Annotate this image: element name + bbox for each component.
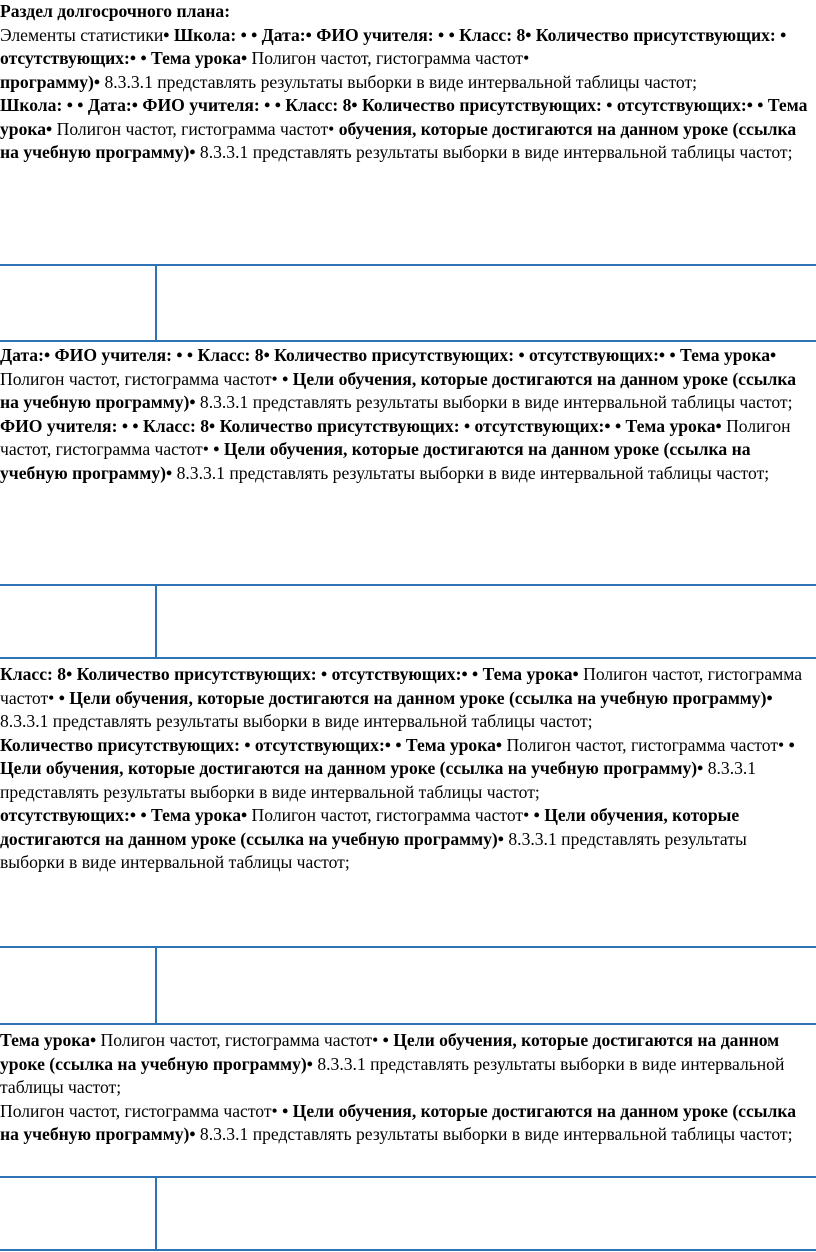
text-run: Полигон частот, гистограмма частот• (52, 118, 335, 139)
bold-text-run: Школа: • • Дата:• ФИО учителя: • • Класс: 8• Количество присутствующих: • отсутствующих:• • Тема урока• (0, 95, 808, 139)
bold-text-run: Дата:• ФИО учителя: • • Класс: 8• Количество присутствующих: • отсутствующих:• • Тема урока• (0, 345, 777, 365)
text-run: 8.3.3.1 представлять результаты выборки в виде интервальной таблицы частот; (100, 71, 698, 92)
text-run: 8.3.3.1 представлять результаты выборки в виде интервальной таблицы частот; (0, 1053, 785, 1097)
table-border (0, 1176, 816, 1178)
paragraph (0, 24, 812, 71)
table-cell-divider (155, 948, 157, 1023)
bold-text-run: Тема урока• (0, 1030, 97, 1050)
bold-text-run: • Цели обучения, которые достигаются на данном уроке (ссылка на учебную программу)• (0, 1030, 780, 1074)
text-section (0, 344, 812, 485)
table-border (0, 1249, 816, 1251)
text-run: 8.3.3.1 представлять результаты выборки в виде интервальной таблицы частот; (0, 828, 747, 872)
text-run: Полигон частот, гистограмма частот• (247, 48, 530, 68)
paragraph (0, 663, 812, 734)
table-border (0, 340, 816, 342)
text-run: Полигон частот, гистограмма частот• (0, 1100, 278, 1121)
paragraph (0, 415, 812, 486)
table-border (0, 1023, 816, 1025)
paragraph (0, 804, 812, 875)
text-run: Полигон частот, гистограмма частот• (0, 415, 791, 459)
paragraph (0, 0, 812, 24)
table-cell-divider (155, 266, 157, 340)
bold-text-run: • Школа: • • Дата:• ФИО учителя: • • Класс: 8• Количество присутствующих: • отсутствующих:• • Тема урока• (0, 24, 787, 68)
bold-text-run: отсутствующих:• • Тема урока• (0, 805, 248, 825)
bold-text-run: • Цели обучения, которые достигаются на данном уроке (ссылка на учебную программу)• (0, 368, 797, 412)
text-run: Полигон частот, гистограмма частот• (0, 664, 803, 708)
text-run: 8.3.3.1 представлять результаты выборки в виде интервальной таблицы частот; (0, 758, 757, 802)
bold-text-run: ФИО учителя: • • Класс: 8• Количество присутствующих: • отсутствующих:• • Тема урока• (0, 415, 722, 436)
paragraph (0, 94, 812, 165)
bold-text-run: программу)• (0, 71, 101, 92)
paragraph (0, 734, 812, 805)
text-section (0, 1029, 812, 1147)
bold-text-run: Класс: 8• Количество присутствующих: • отсутствующих:• • Тема урока• (0, 664, 579, 684)
bold-text-run: • Цели обучения, которые достигаются на данном уроке (ссылка на учебную программу)• (0, 805, 740, 849)
table-border (0, 264, 816, 266)
table-cell-divider (155, 586, 157, 657)
text-run: Полигон частот, гистограмма частот• (502, 734, 785, 755)
text-section (0, 0, 812, 165)
text-run: Полигон частот, гистограмма частот• (0, 368, 278, 389)
table-border (0, 584, 816, 586)
paragraph (0, 71, 812, 95)
table-border (0, 657, 816, 659)
text-run: 8.3.3.1 представлять результаты выборки в виде интервальной таблицы частот; (195, 142, 793, 162)
bold-text-run: Раздел долгосрочного плана: (0, 1, 231, 21)
text-run: 8.3.3.1 представлять результаты выборки в виде интервальной таблицы частот; (172, 462, 770, 483)
bold-text-run: • Цели обучения, которые достигаются на данном уроке (ссылка на учебную программу)• (54, 687, 773, 708)
text-run: Полигон частот, гистограмма частот• (96, 1030, 379, 1050)
table-border (0, 946, 816, 948)
bold-text-run: Количество присутствующих: • отсутствующих:• • Тема урока• (0, 734, 503, 755)
bold-text-run: • Цели обучения, которые достигаются на данном уроке (ссылка на учебную программу)• (0, 734, 795, 778)
text-run: Полигон частот, гистограмма частот• (247, 805, 530, 825)
bold-text-run: обучения, которые достигаются на данном уроке (ссылка на учебную программу)• (0, 118, 797, 162)
text-run: Элементы статистики (0, 24, 164, 45)
text-run: 8.3.3.1 представлять результаты выборки в виде интервальной таблицы частот; (0, 711, 593, 731)
paragraph (0, 1029, 812, 1100)
table-cell-divider (155, 1178, 157, 1250)
bold-text-run: • Цели обучения, которые достигаются на данном уроке (ссылка на учебную программу)• (0, 1100, 797, 1144)
paragraph (0, 344, 812, 415)
text-run: 8.3.3.1 представлять результаты выборки в виде интервальной таблицы частот; (195, 392, 793, 412)
paragraph (0, 1100, 812, 1147)
text-section (0, 663, 812, 875)
bold-text-run: • Цели обучения, которые достигаются на данном уроке (ссылка на учебную программу)• (0, 439, 751, 483)
text-run: 8.3.3.1 представлять результаты выборки в виде интервальной таблицы частот; (195, 1124, 793, 1144)
